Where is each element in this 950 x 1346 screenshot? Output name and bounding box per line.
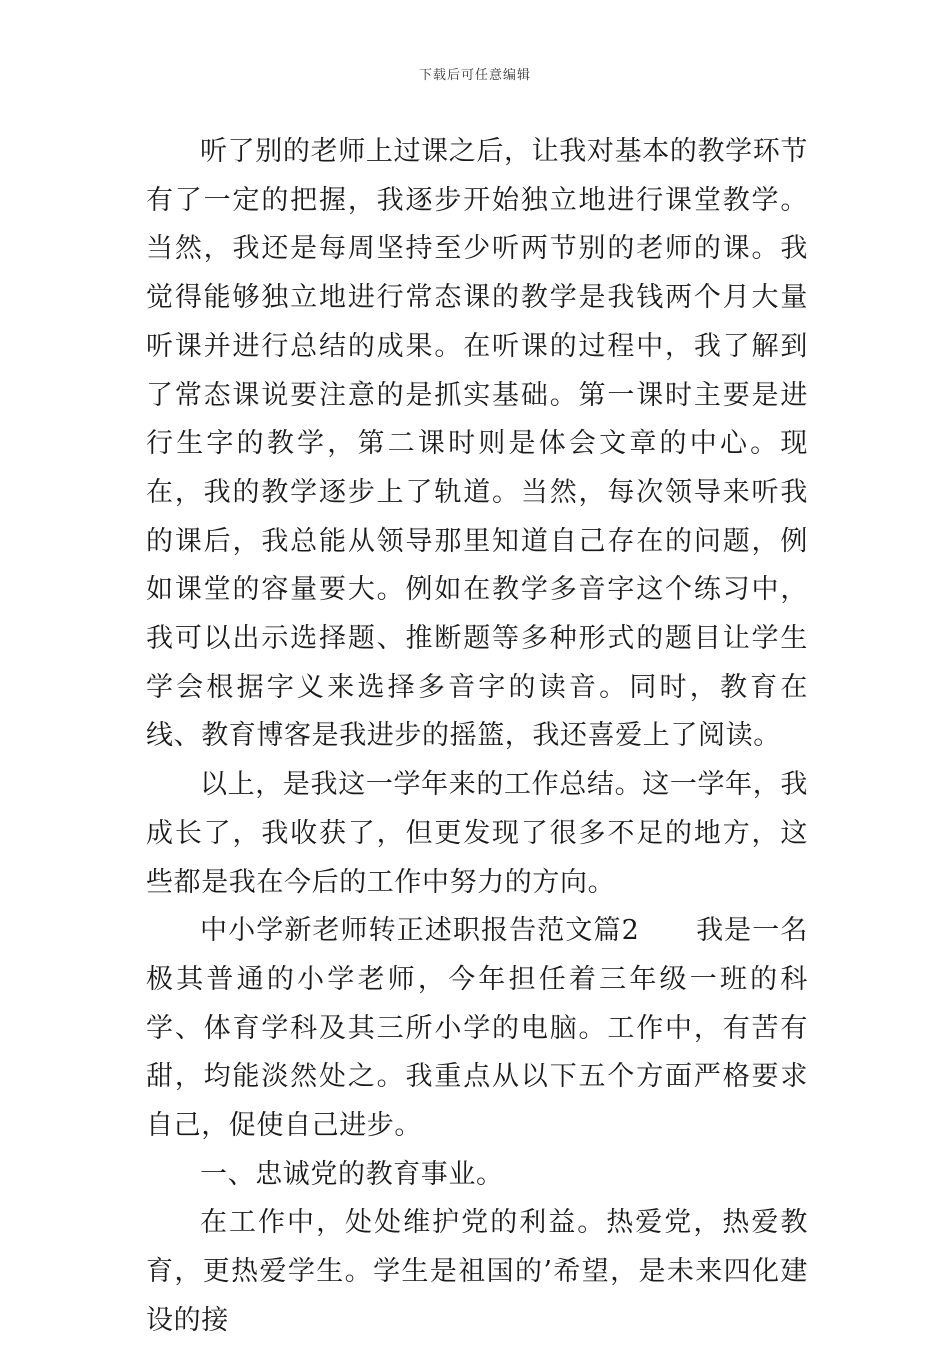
paragraph-2: 以上，是我这一学年来的工作总结。这一学年，我成长了，我收获了，但更发现了很多不足的地方，这些都是我在今后的工作中努力的方向。 (146, 769, 808, 898)
paragraph-5: 在工作中，处处维护党的利益。热爱党，热爱教育，更热爱学生。学生是祖国的’希望，是未来四化建设的接 (146, 1207, 808, 1336)
paragraph-4: 一、忠诚党的教育事业。 (200, 1158, 504, 1190)
paragraph-1: 听了别的老师上过课之后，让我对基本的教学环节有了一定的把握，我逐步开始独立地进行课堂教学。当然，我还是每周坚持至少听两节别的老师的课。我觉得能够独立地进行常态课的教学是我钱两个月大量听课并进行总结的成果。在听课的过程中，我了解到了常态课说要注意的是抓实基础。第一课时主要是进行生字的教学，第二课时则是体会文章的中心。现在，我的教学逐步上了轨道。当然，每次领导来听我的课后，我总能从领导那里知道自己存在的问题，例如课堂的容量要大。例如在教学多音字这个练习中，我可以出示选择题、推断题等多种形式的题目让学生学会根据字义来选择多音字的读音。同时，教育在线、教育博客是我进步的摇篮，我还喜爱上了阅读。 (146, 136, 808, 752)
page-header: 下载后可任意编辑 (418, 68, 531, 83)
document-body (146, 128, 808, 1346)
paragraph-3: 中小学新老师转正述职报告范文篇2 我是一名极其普通的小学老师，今年担任着三年级一班的科学、体育学科及其三所小学的电脑。工作中，有苦有甜，均能淡然处之。我重点从以下五个方面严格要求自己，促使自己进步。 (146, 915, 808, 1142)
